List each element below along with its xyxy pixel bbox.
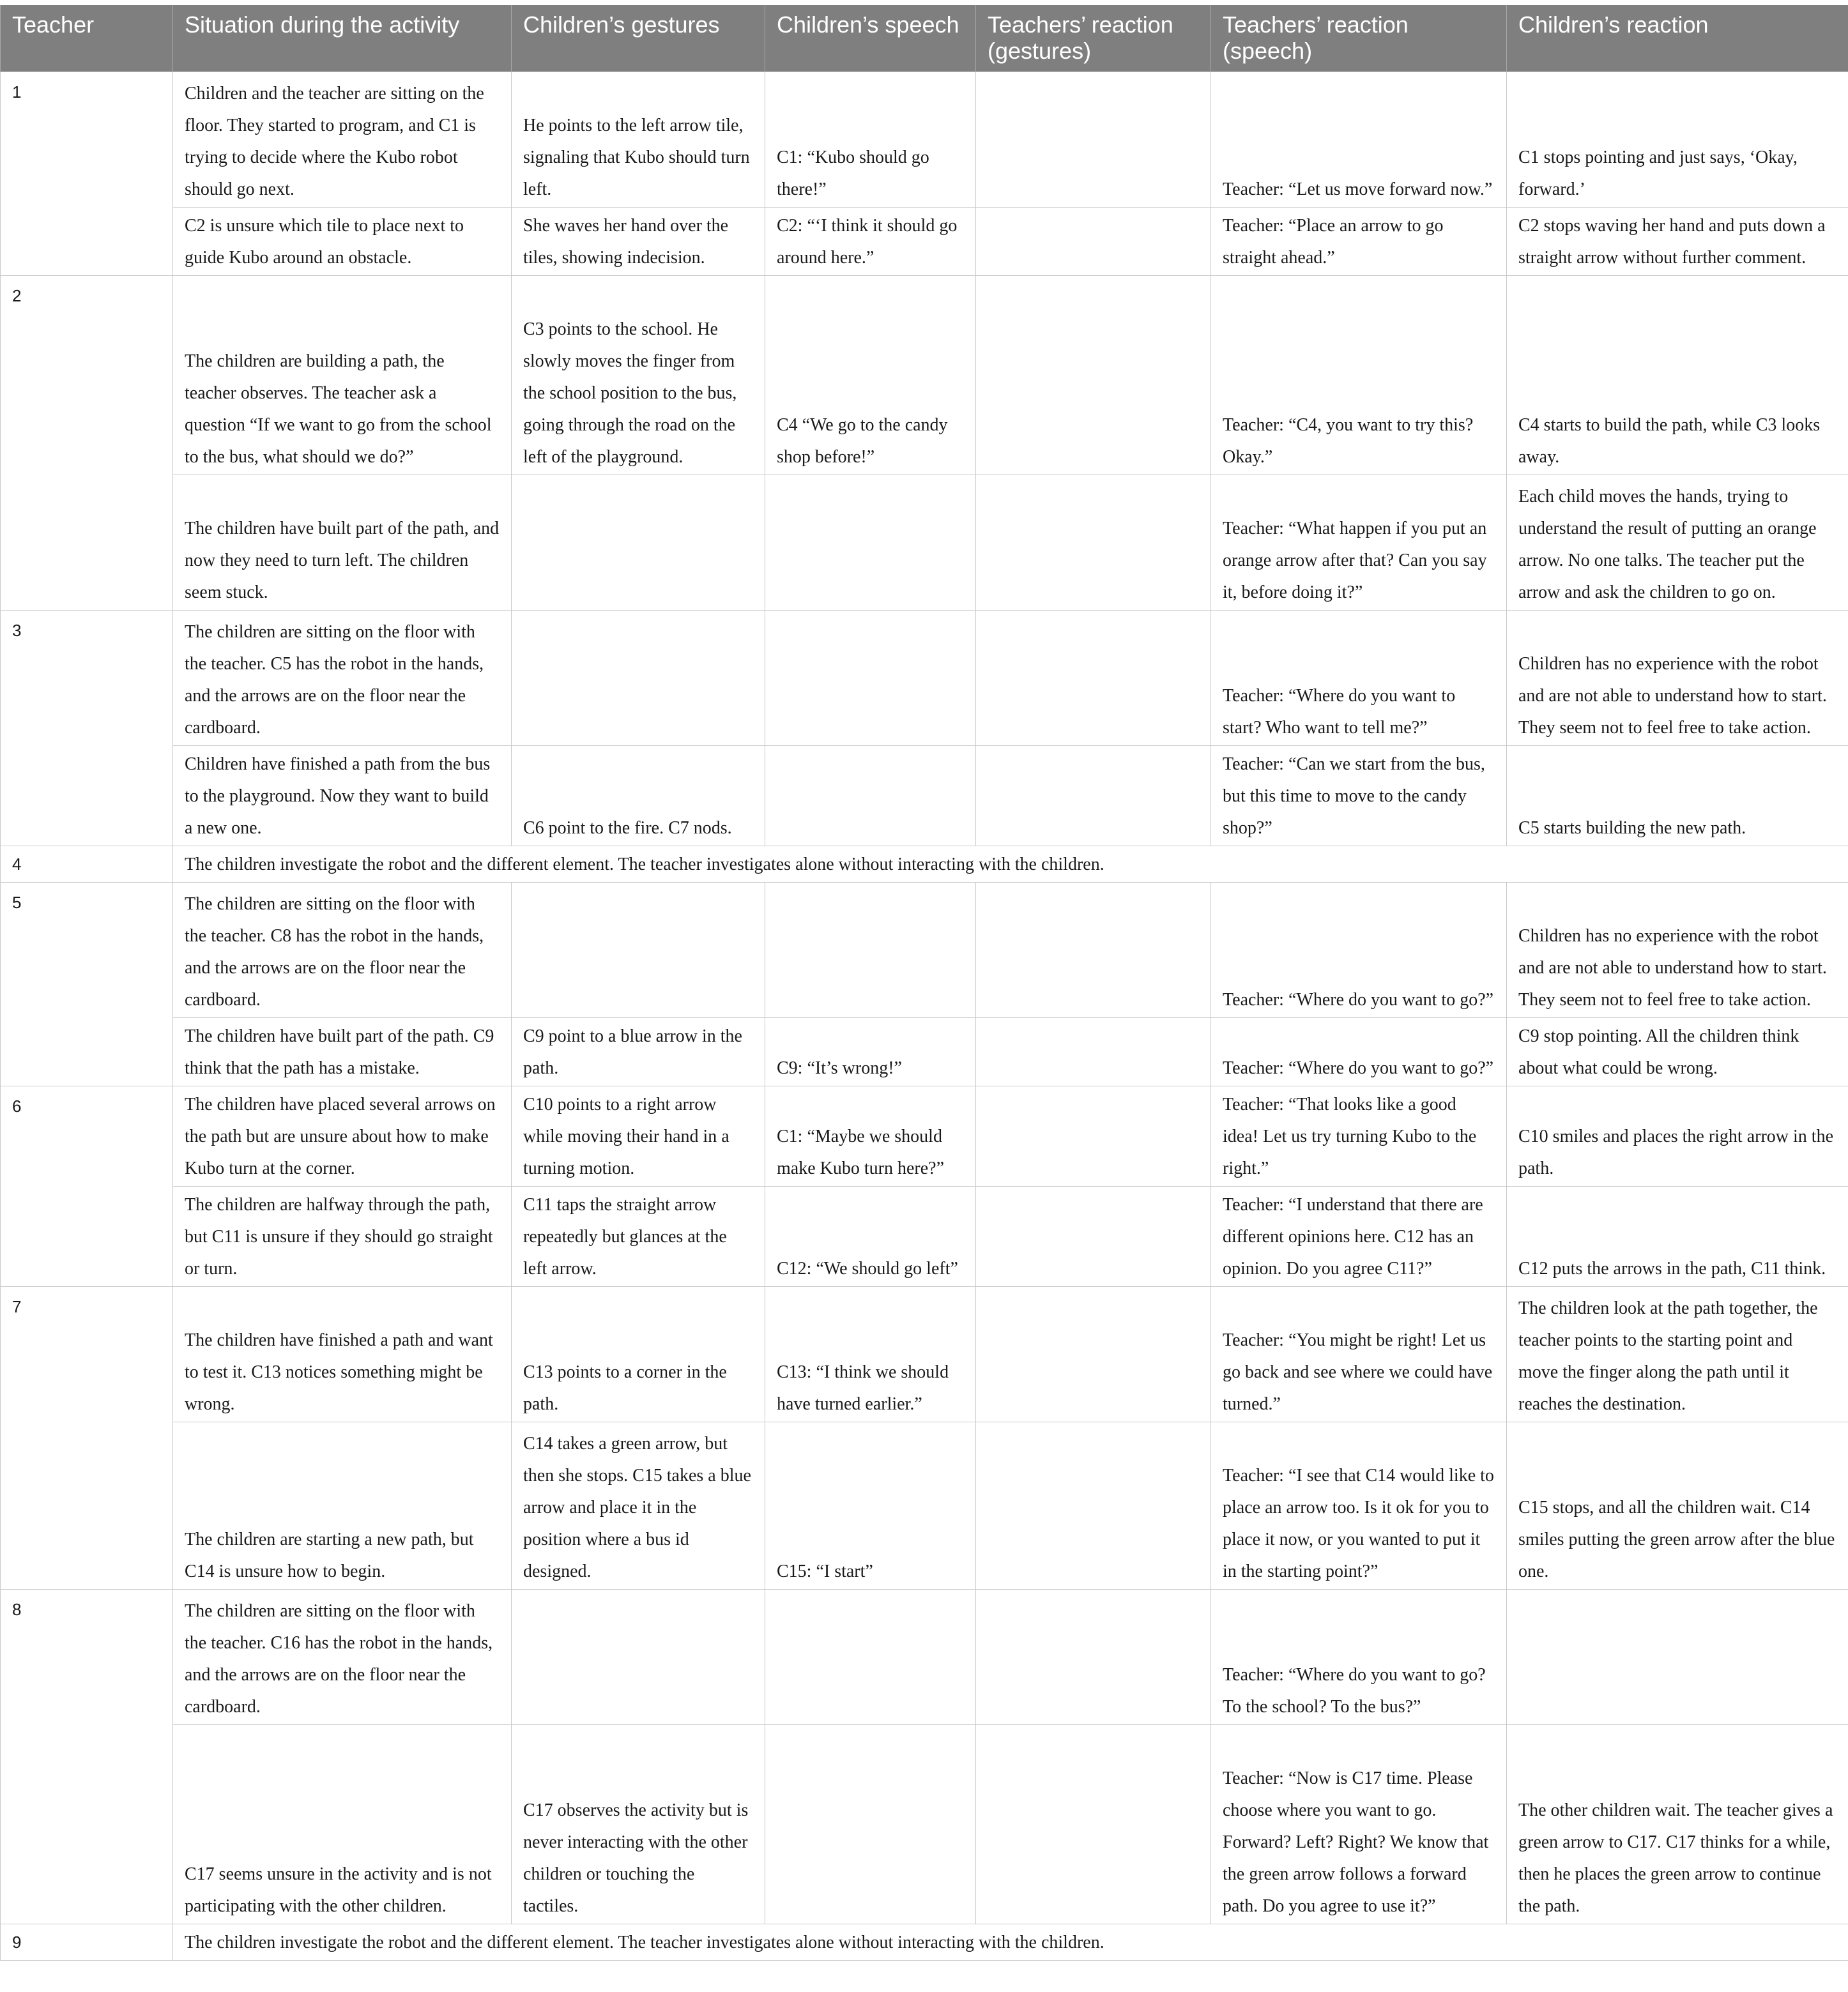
header-childrens-speech: Children’s speech <box>765 5 976 72</box>
teachers-gestures-cell <box>976 1287 1211 1422</box>
childrens-speech-cell <box>765 611 976 746</box>
childrens-gestures-cell: C9 point to a blue arrow in the path. <box>512 1018 765 1086</box>
childrens-reaction-cell: C5 starts building the new path. <box>1507 746 1848 846</box>
table-row <box>1 1924 1848 1961</box>
table-row <box>1 1725 1848 1924</box>
header-childrens-gestures: Children’s gestures <box>512 5 765 72</box>
teachers-speech-cell: Teacher: “I understand that there are different opinions here. C12 has an opinion. Do you agree C11?” <box>1211 1187 1507 1287</box>
teacher-number-cell: 3 <box>1 611 173 846</box>
childrens-gestures-cell: C6 point to the fire. C7 nods. <box>512 746 765 846</box>
childrens-gestures-cell: C3 points to the school. He slowly moves the finger from the school position to the bus, going through the road on the left of the playground. <box>512 276 765 475</box>
childrens-reaction-cell: C12 puts the arrows in the path, C11 think. <box>1507 1187 1848 1287</box>
table-row <box>1 883 1848 1018</box>
childrens-speech-cell: C12: “We should go left” <box>765 1187 976 1287</box>
childrens-gestures-cell <box>512 475 765 611</box>
teachers-speech-cell: Teacher: “C4, you want to try this? Okay.” <box>1211 276 1507 475</box>
teachers-gestures-cell <box>976 1187 1211 1287</box>
teachers-speech-cell: Teacher: “I see that C14 would like to place an arrow too. Is it ok for you to place it now, or you wanted to put it in the starting point?” <box>1211 1422 1507 1590</box>
teachers-gestures-cell <box>976 208 1211 276</box>
teachers-gestures-cell <box>976 1422 1211 1590</box>
teachers-speech-cell: Teacher: “Where do you want to go?” <box>1211 1018 1507 1086</box>
childrens-speech-cell: C1: “Maybe we should make Kubo turn here?” <box>765 1086 976 1187</box>
childrens-reaction-cell: Children has no experience with the robot and are not able to understand how to start. They seem not to feel free to take action. <box>1507 611 1848 746</box>
header-situation: Situation during the activity <box>173 5 512 72</box>
teachers-speech-cell: Teacher: “Can we start from the bus, but this time to move to the candy shop?” <box>1211 746 1507 846</box>
table-row <box>1 208 1848 276</box>
teachers-speech-cell: Teacher: “Place an arrow to go straight ahead.” <box>1211 208 1507 276</box>
situation-cell: The children have built part of the path, and now they need to turn left. The children seem stuck. <box>173 475 512 611</box>
situation-cell: The children are sitting on the floor with the teacher. C16 has the robot in the hands, and the arrows are on the floor near the cardboard. <box>173 1590 512 1725</box>
table-row <box>1 1287 1848 1422</box>
teachers-speech-cell: Teacher: “Now is C17 time. Please choose where you want to go. Forward? Left? Right? We know that the green arrow follows a forward path. Do you agree to use it?” <box>1211 1725 1507 1924</box>
childrens-speech-cell <box>765 1725 976 1924</box>
childrens-gestures-cell: C17 observes the activity but is never interacting with the other children or touching the tactiles. <box>512 1725 765 1924</box>
teachers-gestures-cell <box>976 883 1211 1018</box>
table-row <box>1 72 1848 208</box>
teachers-speech-cell: Teacher: “What happen if you put an orange arrow after that? Can you say it, before doing it?” <box>1211 475 1507 611</box>
teachers-gestures-cell <box>976 611 1211 746</box>
situation-cell: The children are starting a new path, but C14 is unsure how to begin. <box>173 1422 512 1590</box>
situation-cell: Children and the teacher are sitting on the floor. They started to program, and C1 is trying to decide where the Kubo robot should go next. <box>173 72 512 208</box>
childrens-gestures-cell: C11 taps the straight arrow repeatedly but glances at the left arrow. <box>512 1187 765 1287</box>
header-row <box>1 5 1848 72</box>
teachers-speech-cell: Teacher: “That looks like a good idea! Let us try turning Kubo to the right.” <box>1211 1086 1507 1187</box>
childrens-speech-cell <box>765 1590 976 1725</box>
teachers-speech-cell: Teacher: “Where do you want to start? Who want to tell me?” <box>1211 611 1507 746</box>
situation-cell: The children have placed several arrows on the path but are unsure about how to make Kubo turn at the corner. <box>173 1086 512 1187</box>
teacher-number-cell: 5 <box>1 883 173 1086</box>
teachers-gestures-cell <box>976 276 1211 475</box>
situation-cell: The children are halfway through the path, but C11 is unsure if they should go straight or turn. <box>173 1187 512 1287</box>
table-row <box>1 1590 1848 1725</box>
teachers-gestures-cell <box>976 475 1211 611</box>
table-body <box>1 72 1848 1961</box>
childrens-speech-cell: C13: “I think we should have turned earlier.” <box>765 1287 976 1422</box>
teachers-speech-cell: Teacher: “Where do you want to go?” <box>1211 883 1507 1018</box>
situation-cell: The children have built part of the path. C9 think that the path has a mistake. <box>173 1018 512 1086</box>
childrens-reaction-cell: Children has no experience with the robot and are not able to understand how to start. They seem not to feel free to take action. <box>1507 883 1848 1018</box>
childrens-speech-cell <box>765 746 976 846</box>
childrens-gestures-cell <box>512 1590 765 1725</box>
childrens-reaction-cell <box>1507 1590 1848 1725</box>
teacher-number-cell: 8 <box>1 1590 173 1924</box>
childrens-reaction-cell: The children look at the path together, the teacher points to the starting point and move the finger along the path until it reaches the destination. <box>1507 1287 1848 1422</box>
header-teacher: Teacher <box>1 5 173 72</box>
table-row <box>1 846 1848 883</box>
childrens-speech-cell: C1: “Kubo should go there!” <box>765 72 976 208</box>
table-row <box>1 1187 1848 1287</box>
teacher-number-cell: 1 <box>1 72 173 276</box>
teachers-gestures-cell <box>976 746 1211 846</box>
teacher-number-cell: 9 <box>1 1924 173 1961</box>
childrens-reaction-cell: C4 starts to build the path, while C3 looks away. <box>1507 276 1848 475</box>
header-teachers-reaction-speech: Teachers’ reaction (speech) <box>1211 5 1507 72</box>
childrens-speech-cell <box>765 475 976 611</box>
childrens-speech-cell: C4 “We go to the candy shop before!” <box>765 276 976 475</box>
teachers-gestures-cell <box>976 72 1211 208</box>
table-row <box>1 611 1848 746</box>
childrens-gestures-cell <box>512 611 765 746</box>
teacher-number-cell: 6 <box>1 1086 173 1287</box>
table-row <box>1 475 1848 611</box>
merged-observation-cell: The children investigate the robot and the different element. The teacher investigates alone without interacting with the children. <box>173 1924 1848 1961</box>
childrens-speech-cell: C2: “‘I think it should go around here.” <box>765 208 976 276</box>
situation-cell: The children have finished a path and want to test it. C13 notices something might be wrong. <box>173 1287 512 1422</box>
teacher-number-cell: 2 <box>1 276 173 611</box>
header-childrens-reaction: Children’s reaction <box>1507 5 1848 72</box>
observation-table <box>0 5 1848 1961</box>
childrens-reaction-cell: Each child moves the hands, trying to understand the result of putting an orange arrow. No one talks. The teacher put the arrow and ask the children to go on. <box>1507 475 1848 611</box>
teacher-number-cell: 4 <box>1 846 173 883</box>
situation-cell: C2 is unsure which tile to place next to guide Kubo around an obstacle. <box>173 208 512 276</box>
childrens-reaction-cell: C9 stop pointing. All the children think about what could be wrong. <box>1507 1018 1848 1086</box>
table-row <box>1 1422 1848 1590</box>
childrens-reaction-cell: C10 smiles and places the right arrow in the path. <box>1507 1086 1848 1187</box>
merged-observation-cell: The children investigate the robot and the different element. The teacher investigates alone without interacting with the children. <box>173 846 1848 883</box>
childrens-gestures-cell: C10 points to a right arrow while moving their hand in a turning motion. <box>512 1086 765 1187</box>
teachers-speech-cell: Teacher: “Let us move forward now.” <box>1211 72 1507 208</box>
childrens-gestures-cell: C14 takes a green arrow, but then she stops. C15 takes a blue arrow and place it in the position where a bus id designed. <box>512 1422 765 1590</box>
childrens-reaction-cell: C2 stops waving her hand and puts down a straight arrow without further comment. <box>1507 208 1848 276</box>
table-row <box>1 746 1848 846</box>
teachers-gestures-cell <box>976 1086 1211 1187</box>
childrens-gestures-cell: C13 points to a corner in the path. <box>512 1287 765 1422</box>
situation-cell: Children have finished a path from the bus to the playground. Now they want to build a new one. <box>173 746 512 846</box>
table-row <box>1 276 1848 475</box>
childrens-speech-cell <box>765 883 976 1018</box>
table-header <box>1 5 1848 72</box>
table-row <box>1 1018 1848 1086</box>
childrens-gestures-cell: He points to the left arrow tile, signaling that Kubo should turn left. <box>512 72 765 208</box>
childrens-speech-cell: C9: “It’s wrong!” <box>765 1018 976 1086</box>
teachers-gestures-cell <box>976 1725 1211 1924</box>
childrens-reaction-cell: C1 stops pointing and just says, ‘Okay, forward.’ <box>1507 72 1848 208</box>
childrens-reaction-cell: The other children wait. The teacher gives a green arrow to C17. C17 thinks for a while, then he places the green arrow to continue the path. <box>1507 1725 1848 1924</box>
table-row <box>1 1086 1848 1187</box>
childrens-gestures-cell: She waves her hand over the tiles, showing indecision. <box>512 208 765 276</box>
teachers-speech-cell: Teacher: “You might be right! Let us go back and see where we could have turned.” <box>1211 1287 1507 1422</box>
teachers-gestures-cell <box>976 1018 1211 1086</box>
childrens-speech-cell: C15: “I start” <box>765 1422 976 1590</box>
situation-cell: The children are sitting on the floor with the teacher. C5 has the robot in the hands, and the arrows are on the floor near the cardboard. <box>173 611 512 746</box>
teachers-gestures-cell <box>976 1590 1211 1725</box>
situation-cell: C17 seems unsure in the activity and is not participating with the other children. <box>173 1725 512 1924</box>
childrens-reaction-cell: C15 stops, and all the children wait. C14 smiles putting the green arrow after the blue one. <box>1507 1422 1848 1590</box>
situation-cell: The children are building a path, the teacher observes. The teacher ask a question “If we want to go from the school to the bus, what should we do?” <box>173 276 512 475</box>
teacher-number-cell: 7 <box>1 1287 173 1590</box>
childrens-gestures-cell <box>512 883 765 1018</box>
teachers-speech-cell: Teacher: “Where do you want to go? To the school? To the bus?” <box>1211 1590 1507 1725</box>
header-teachers-reaction-gestures: Teachers’ reaction (gestures) <box>976 5 1211 72</box>
situation-cell: The children are sitting on the floor with the teacher. C8 has the robot in the hands, and the arrows are on the floor near the cardboard. <box>173 883 512 1018</box>
